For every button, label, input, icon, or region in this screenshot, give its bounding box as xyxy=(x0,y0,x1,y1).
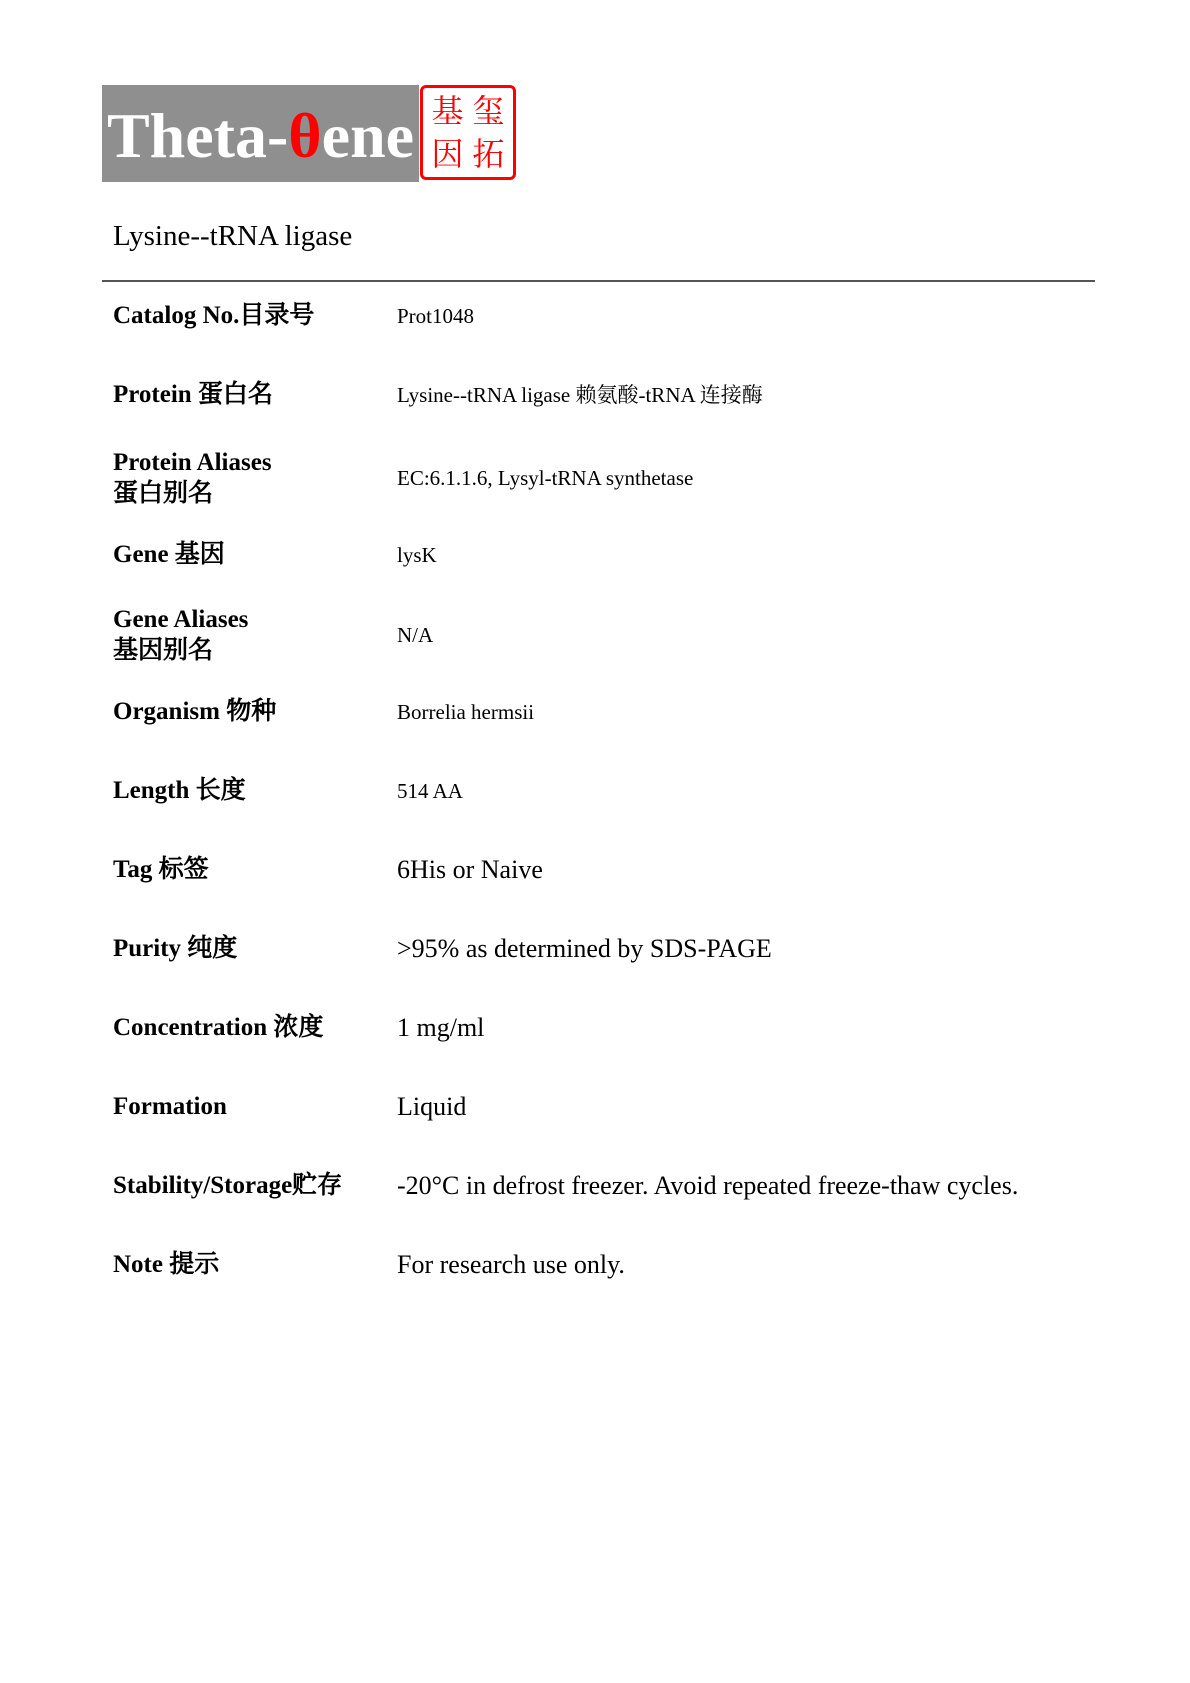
spec-label xyxy=(113,447,397,509)
spec-row-tag xyxy=(113,854,1093,885)
spec-label: Protein 蛋白名 xyxy=(113,381,273,408)
spec-label: Concentration 浓度 xyxy=(113,1014,324,1041)
spec-label-cn: 蛋白别名 xyxy=(113,480,214,507)
spec-value: 514 AA xyxy=(397,778,463,803)
seal-char: 玺 xyxy=(472,92,505,131)
logo-wordmark xyxy=(107,99,414,173)
spec-value: 6His or Naive xyxy=(397,854,543,884)
spec-label: Gene 基因 xyxy=(113,541,225,568)
spec-row-storage xyxy=(113,1170,1093,1201)
spec-row-organism xyxy=(113,696,1093,727)
spec-label: Length 长度 xyxy=(113,777,246,804)
spec-value: Prot1048 xyxy=(397,303,475,328)
spec-value: -20°C in defrost freezer. Avoid repeated freeze-thaw cycles. xyxy=(397,1170,1019,1200)
spec-row-formation xyxy=(113,1091,1093,1122)
spec-row-purity xyxy=(113,933,1093,964)
spec-value: EC:6.1.1.6, Lysyl-tRNA synthetase xyxy=(397,466,694,490)
document-title: Lysine--tRNA ligase xyxy=(113,220,353,252)
spec-row-length xyxy=(113,775,1093,806)
spec-label: Note 提示 xyxy=(113,1251,220,1278)
spec-value: Borrelia hermsii xyxy=(397,699,535,724)
spec-value: Lysine--tRNA ligase 赖氨酸-tRNA 连接酶 xyxy=(397,382,763,407)
spec-row-note xyxy=(113,1249,1093,1280)
logo-wordmark-box xyxy=(102,85,419,182)
spec-label: Catalog No.目录号 xyxy=(113,302,315,329)
spec-value: lysK xyxy=(397,542,437,567)
spec-value: For research use only. xyxy=(397,1249,625,1279)
title-divider xyxy=(102,280,1095,282)
spec-label xyxy=(113,604,397,666)
spec-row-catalog xyxy=(113,300,1093,331)
seal-char: 拓 xyxy=(472,134,505,173)
spec-value: N/A xyxy=(397,623,434,647)
company-logo xyxy=(102,85,516,182)
spec-label: Tag 标签 xyxy=(113,856,209,883)
spec-label: Formation xyxy=(113,1093,227,1120)
spec-label-en: Protein Aliases xyxy=(113,449,272,476)
logo-seal-stamp xyxy=(420,85,516,180)
spec-row-gene-aliases xyxy=(113,604,1093,666)
logo-text-prefix: Theta- xyxy=(106,99,289,171)
spec-label-en: Gene Aliases xyxy=(113,606,249,633)
spec-value: Liquid xyxy=(397,1091,467,1121)
seal-char: 因 xyxy=(431,134,464,173)
spec-row-protein xyxy=(113,379,1093,410)
logo-text-suffix: ene xyxy=(321,99,415,171)
logo-theta-glyph: θ xyxy=(288,99,322,171)
spec-row-concentration xyxy=(113,1012,1093,1043)
seal-char: 基 xyxy=(431,92,464,131)
spec-row-gene xyxy=(113,539,1093,570)
spec-label-cn: 基因别名 xyxy=(113,637,214,664)
spec-row-protein-aliases xyxy=(113,447,1093,509)
spec-label: Organism 物种 xyxy=(113,698,277,725)
spec-label: Stability/Storage贮存 xyxy=(113,1172,343,1199)
spec-value: 1 mg/ml xyxy=(397,1012,485,1042)
spec-label: Purity 纯度 xyxy=(113,935,238,962)
spec-value: >95% as determined by SDS-PAGE xyxy=(397,933,772,963)
